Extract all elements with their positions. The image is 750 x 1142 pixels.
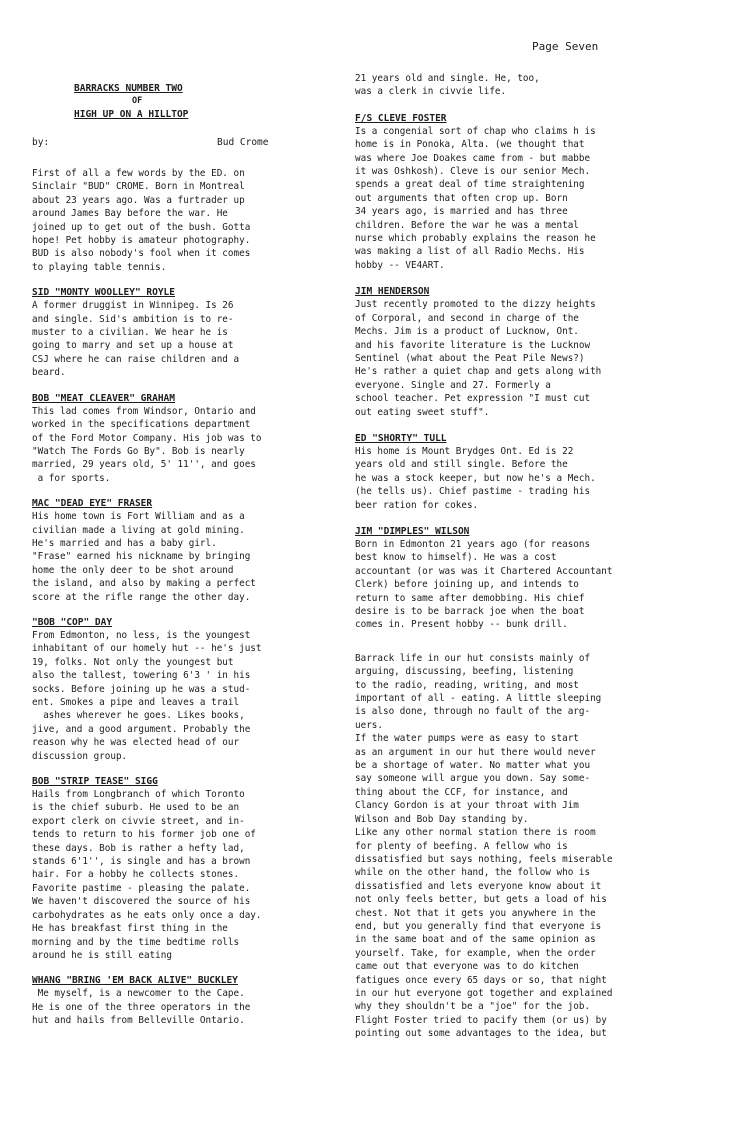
section-body: Just recently promoted to the dizzy heights of Corporal, and second in charge of the Mechs. Jim is a product of Lucknow, Ont. and his favorite literature is the Lucknow Sentinel (what about the Peat Pile News?) He's rather a quiet chap and gets along with everyone. Single and 27. Formerly a school teacher. Pet expression "I must cut out eating sweet stuff". — [355, 299, 602, 418]
section-buckley — [32, 975, 362, 1027]
byline-author: Bud Crome — [217, 137, 269, 148]
section-body: Is a congenial sort of chap who claims h is home is in Ponoka, Alta. (we thought that was where Joe Doakes came from - but mabbe it was Oshkosh). Cleve is our senior Mech. spends a great deal of time straightening out arguments that often crop up. Born 34 years ago, is married and has three children. Before the war he was a mental nurse which probably explains the reason he was making a list of all Radio Mechs. His hobby -- VE4ART. — [355, 125, 596, 271]
byline-label: by: — [32, 137, 50, 148]
title-line-1: BARRACKS NUMBER TWO — [74, 83, 183, 94]
byline — [32, 137, 362, 151]
title-line-2: OF — [132, 96, 143, 106]
section-graham — [32, 393, 362, 485]
section-body: From Edmonton, no less, is the youngest inhabitant of our homely hut -- he's just 19, folks. Not only the youngest but also the tallest, towering 6'3 ' in his socks. Before joining up he was a stud- ent. Smokes a pipe and leaves a trail ashes wherever he goes. Likes books, jive, and a good argument. Probably the reason why he was elected head of our discussion group. — [32, 629, 262, 762]
section-heading: BOB "MEAT CLEAVER" GRAHAM — [32, 392, 175, 404]
section-buckley-cont — [355, 72, 675, 99]
section-body: His home town is Fort William and as a civilian made a living at gold mining. He's married and has a baby girl. "Frase" earned his nickname by bringing home the only deer to be shot around the island, and also by making a perfect score at the rifle range the other day. — [32, 511, 256, 603]
right-column — [355, 72, 675, 1055]
article-title — [74, 82, 362, 121]
section-fraser — [32, 498, 362, 604]
section-body: This lad comes from Windsor, Ontario and worked in the specifications department of the Ford Motor Company. His job was to "Watch The Fords Go By". Bob is nearly married, 29 years old, 5' 11'', and goes a for sports. — [32, 405, 262, 484]
section-heading: MAC "DEAD EYE" FRASER — [32, 498, 153, 510]
section-body: First of all a few words by the ED. on Sinclair "BUD" CROME. Born in Montreal about 23 years ago. Was a furtrader up around James Bay before the war. He joined up to get out of the bush. Gotta hope! Pet hobby is amateur photography. BUD is also nobody's fool when it comes to playing table tennis. — [32, 168, 251, 273]
section-royle — [32, 287, 362, 379]
left-column — [32, 82, 362, 1041]
section-intro — [32, 167, 362, 274]
section-heading: BOB "STRIP TEASE" SIGG — [32, 776, 158, 788]
section-body: 21 years old and single. He, too, was a clerk in civvie life. — [355, 73, 540, 98]
title-line-3: HIGH UP ON A HILLTOP — [74, 109, 189, 120]
section-body: Me myself, is a newcomer to the Cape. He is one of the three operators in the hut and hails from Belleville Ontario. — [32, 988, 251, 1027]
section-body: A former druggist in Winnipeg. Is 26 and single. Sid's ambition is to re- muster to a civilian. We hear he is going to marry and set up a house at CSJ where he can raise children and a beard. — [32, 300, 240, 379]
section-barrack-life — [355, 652, 675, 1041]
section-day — [32, 617, 362, 763]
section-body: Born in Edmonton 21 years ago (for reasons best know to himself). He was a cost accountant (or was was it Chartered Accountant Clerk) before joining up, and intends to return to same after demobbing. His chief desire is to be barrack joe when the boat comes in. Present hobby -- bunk drill. — [355, 538, 613, 631]
section-heading: ED "SHORTY" TULL — [355, 432, 447, 444]
section-heading: "BOB "COP" DAY — [32, 616, 113, 628]
section-tull — [355, 433, 675, 512]
section-henderson — [355, 286, 675, 419]
section-body: Barrack life in our hut consists mainly of arguing, discussing, beefing, listening to the radio, reading, writing, and most important of all - eating. A little sleeping is also done, through no fault of the arg- uers. If the water pumps were as easy to start as an argument in our hut there would never be a shortage of water. No matter what you say someone will argue you down. Say some- thing about the CCF, for instance, and Clancy Gordon is at your throat with Jim Wilson and Bob Day standing by. Like any other normal station there is room for plenty of beefing. A fellow who is dissatisfied but says nothing, feels miserable while on the other hand, the follow who is dissatisfied and lets everyone know about it not only feels better, but gets a load of his chest. Not that it gets you anywhere in the end, but you generally find that everyone is in the same boat and of the same opinion as yourself. Take, for example, when the order came out that everyone was to do kitchen fatigues once every 65 days or so, that night in our hut everyone got together and explained why they shouldn't be a "joe" for the job. Flight Foster tried to pacify them (or us) by pointing out some advantages to the idea, but — [355, 652, 613, 1040]
section-body: His home is Mount Brydges Ont. Ed is 22 years old and still single. Before the he was a stock keeper, but now he's a Mech. (he tells us). Chief pastime - trading his beer ration for cokes. — [355, 445, 596, 511]
page-number: Page Seven — [532, 40, 599, 53]
section-heading: SID "MONTY WOOLLEY" ROYLE — [32, 287, 175, 299]
section-sigg — [32, 776, 362, 962]
section-heading: F/S CLEVE FOSTER — [355, 112, 447, 124]
section-body: Hails from Longbranch of which Toronto is the chief suburb. He used to be an export clerk on civvie street, and in- tends to return to his former job one of these days. Bob is rather a hefty lad, stands 6'1'', is single and has a brown hair. For a hobby he collects stones. Favorite pastime - pleasing the palate. We haven't discovered the source of his carbohydrates as he eats only once a day. He has breakfast first thing in the morning and by the time bedtime rolls around he is still eating — [32, 789, 262, 961]
section-wilson — [355, 526, 675, 632]
section-heading: WHANG "BRING 'EM BACK ALIVE" BUCKLEY — [32, 975, 238, 987]
section-heading: JIM "DIMPLES" WILSON — [355, 525, 470, 537]
section-heading: JIM HENDERSON — [355, 286, 430, 298]
section-foster — [355, 113, 675, 272]
